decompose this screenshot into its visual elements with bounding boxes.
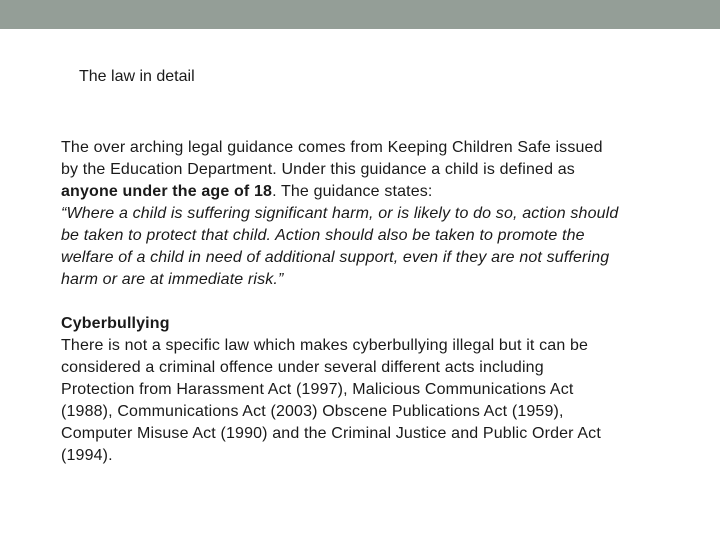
paragraph-gap <box>61 291 621 313</box>
cyberbullying-body: There is not a specific law which makes cyberbullying illegal but it can be considered a criminal offence under several different acts including Protection from Harassment Act (1997), Malicious Communications Act (1988), Communications Act (2003) Obscene Publications Act (1959), Computer Misuse Act (1990) and the Criminal Justice and Public Order Act (1994). <box>61 337 601 464</box>
header-band <box>0 0 720 29</box>
guidance-intro: The over arching legal guidance comes from Keeping Children Safe issued by the Education Department. Under this guidance a child is defined as <box>61 139 603 178</box>
cyberbullying-heading: Cyberbullying <box>61 315 170 332</box>
guidance-paragraph <box>61 137 621 203</box>
age-emphasis: anyone under the age of 18 <box>61 183 273 200</box>
guidance-states: . The guidance states: <box>272 183 433 200</box>
content-body <box>61 137 621 467</box>
slide-title: The law in detail <box>79 68 195 85</box>
guidance-quote: “Where a child is suffering significant harm, or is likely to do so, action should be taken to protect that child. Action should also be taken to promote the welfare of a child in need of additional support, even if they are not suffering harm or are at immediate risk.” <box>61 205 619 288</box>
